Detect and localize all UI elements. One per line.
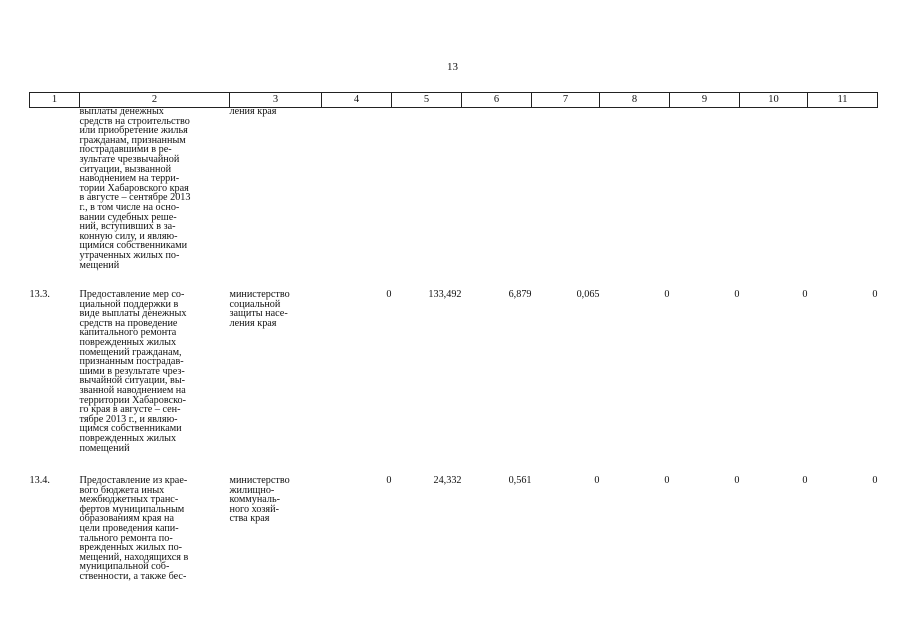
table-row [30, 472, 878, 582]
value-cell: 6,879 [508, 289, 532, 300]
value-cell: 0 [386, 289, 392, 300]
column-header: 6 [462, 93, 532, 108]
value-cell: 0 [386, 475, 392, 486]
value-cell: 133,492 [428, 289, 462, 300]
value-cell: 0 [802, 475, 808, 486]
table-row [30, 286, 878, 472]
column-header: 7 [532, 93, 600, 108]
row-number: 13.4. [29, 475, 50, 486]
column-header: 9 [670, 93, 740, 108]
row-executor: министерство жилищно- коммуналь- ного хозяй- ства края [229, 475, 290, 525]
value-cell: 0 [734, 289, 740, 300]
column-header: 1 [30, 93, 80, 108]
row-description: Предоставление из крае- вого бюджета иных межбюджетных транс- фертов муниципальным образованиям края на цели проведения капи- тального ремонта по- врежденных жилых по- мещений, находящихся в муниципальной соб- ственности, а также бес- [79, 475, 189, 582]
value-cell: 0 [802, 289, 808, 300]
value-cell: 0 [664, 475, 670, 486]
value-cell: 0 [664, 289, 670, 300]
column-header: 8 [600, 93, 670, 108]
column-header: 5 [392, 93, 462, 108]
value-cell: 0 [872, 475, 878, 486]
column-header: 10 [740, 93, 808, 108]
value-cell: 0,561 [508, 475, 532, 486]
column-header: 11 [808, 93, 878, 108]
value-cell: 0 [734, 475, 740, 486]
row-executor: ления края [229, 106, 277, 117]
row-description: Предоставление мер со- циальной поддержки в виде выплаты денежных средств на проведение капитального ремонта поврежденных жилых помещений гражданам, признанным пострадав- шими в результате чрез- вычайной ситуации, вы- званной наводнением на территории Хабаровско- го края в августе – сен- тябре 2013 г., и являю- щимся собственниками поврежденных жилых помещений [79, 289, 187, 454]
column-header: 2 [80, 93, 230, 108]
page-number: 13 [447, 61, 458, 73]
row-executor: министерство социальной защиты насе- ления края [229, 289, 290, 329]
column-header: 3 [230, 93, 322, 108]
value-cell: 0 [872, 289, 878, 300]
budget-table [29, 92, 878, 582]
value-cell: 0,065 [576, 289, 600, 300]
column-header: 4 [322, 93, 392, 108]
row-description: выплаты денежных средств на строительство или приобретение жилья гражданам, признанным пострадавшими в ре- зультате чрезвычайной ситуации, вызванной наводнением на терри- тории Хабаровского края в августе – сентябре 2013 г., в том числе на осно- вании судебных реше- ний, вступивших в за- конную силу, и являю- щимися собственниками утраченных жилых по- мещений [79, 106, 191, 271]
value-cell: 24,332 [433, 475, 462, 486]
table-row [30, 108, 878, 287]
value-cell: 0 [594, 475, 600, 486]
row-number: 13.3. [29, 289, 50, 300]
